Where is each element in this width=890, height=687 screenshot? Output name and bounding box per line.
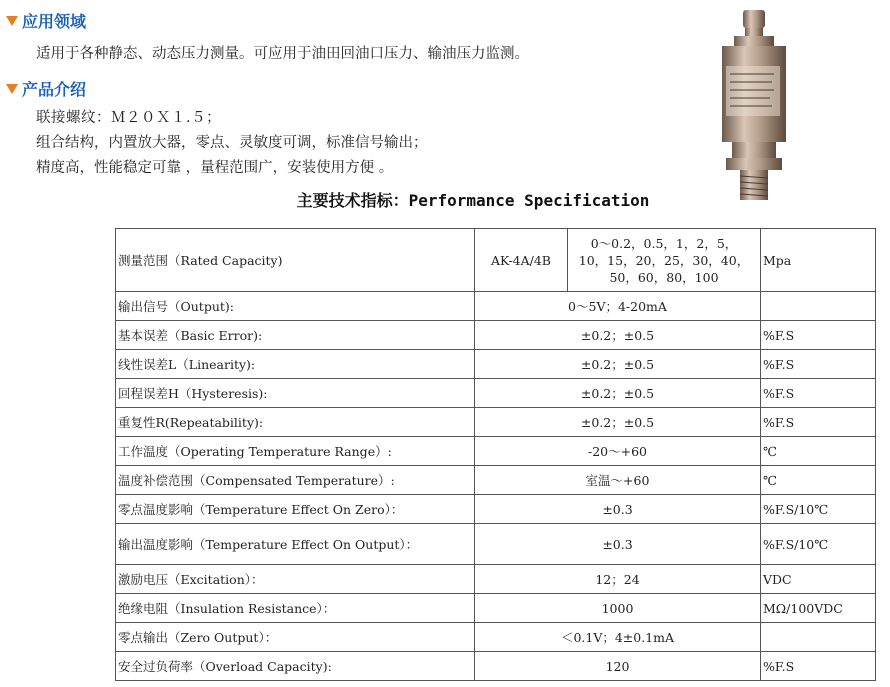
spec-unit: %F.S/10℃: [761, 495, 876, 524]
spec-name: 输出温度影响（Temperature Effect On Output）：: [116, 524, 475, 565]
spec-value: ±0.2；±0.5: [475, 408, 761, 437]
spec-name: 激励电压（Excitation）：: [116, 565, 475, 594]
triangle-down-icon: [6, 84, 18, 94]
spec-value: ±0.2；±0.5: [475, 379, 761, 408]
spec-unit: [761, 623, 876, 652]
spec-table: [115, 228, 876, 681]
table-row: [116, 495, 876, 524]
spec-value: 120: [475, 652, 761, 681]
range-line: 0～0.2，0.5，1，2，5，: [590, 235, 738, 251]
triangle-down-icon: [6, 16, 18, 26]
range-line: 50，60，80，100: [609, 269, 719, 285]
spec-name: 线性误差L（Linearity):: [116, 350, 475, 379]
intro-thread-line: 联接螺纹：Ｍ２０Ｘ１.５；: [36, 110, 222, 126]
table-row: [116, 350, 876, 379]
intro-structure-line: 组合结构，内置放大器，零点、灵敏度可调，标准信号输出；: [36, 135, 428, 151]
spec-range: [568, 229, 761, 292]
spec-name: 重复性R(Repeatability):: [116, 408, 475, 437]
spec-unit: VDC: [761, 565, 876, 594]
spec-name: 绝缘电阻（Insulation Resistance）：: [116, 594, 475, 623]
spec-unit: %F.S: [761, 350, 876, 379]
spec-name: 温度补偿范围（Compensated Temperature）:: [116, 466, 475, 495]
application-heading-text: 应用领域: [22, 12, 87, 31]
spec-value: ±0.2；±0.5: [475, 350, 761, 379]
spec-value: ±0.3: [475, 495, 761, 524]
range-line: 10，15，20，25，30，40，: [578, 252, 750, 268]
table-row: [116, 623, 876, 652]
spec-name: 基本误差（Basic Error):: [116, 321, 475, 350]
spec-unit: %F.S: [761, 379, 876, 408]
spec-value: 12；24: [475, 565, 761, 594]
table-row: [116, 321, 876, 350]
application-heading: [6, 9, 86, 32]
spec-title: 主要技术指标：Performance Specification: [296, 191, 650, 210]
spec-unit: %F.S: [761, 652, 876, 681]
spec-value: 0～5V；4-20mA: [475, 292, 761, 321]
spec-unit: ℃: [761, 437, 876, 466]
spec-value: 室温～+60: [475, 466, 761, 495]
table-row: [116, 565, 876, 594]
spec-unit: ℃: [761, 466, 876, 495]
table-row: [116, 652, 876, 681]
spec-name: 工作温度（Operating Temperature Range）:: [116, 437, 475, 466]
intro-accuracy-line: 精度高，性能稳定可靠 ，量程范围广，安装使用方便 。: [36, 160, 394, 176]
spec-unit: [761, 292, 876, 321]
spec-value: ±0.3: [475, 524, 761, 565]
table-row: [116, 594, 876, 623]
pressure-transmitter-image: [712, 6, 792, 206]
spec-name: 测量范围（Rated Capacity): [116, 229, 475, 292]
spec-unit: Mpa: [761, 229, 876, 292]
spec-name: 安全过负荷率（Overload Capacity):: [116, 652, 475, 681]
table-row: [116, 379, 876, 408]
spec-value: -20～+60: [475, 437, 761, 466]
spec-unit: MΩ/100VDC: [761, 594, 876, 623]
table-row: [116, 524, 876, 565]
spec-unit: %F.S: [761, 321, 876, 350]
table-row: [116, 292, 876, 321]
spec-value: ＜0.1V；4±0.1mA: [475, 623, 761, 652]
spec-name: 回程误差H（Hysteresis):: [116, 379, 475, 408]
table-row: [116, 466, 876, 495]
application-description: 适用于各种静态、动态压力测量。可应用于油田回油口压力、输油压力监测。: [36, 46, 529, 62]
table-row: [116, 229, 876, 292]
table-row: [116, 408, 876, 437]
spec-name: 零点温度影响（Temperature Effect On Zero）：: [116, 495, 475, 524]
introduction-heading: [6, 77, 86, 100]
spec-unit: %F.S: [761, 408, 876, 437]
table-row: [116, 437, 876, 466]
introduction-heading-text: 产品介绍: [22, 80, 87, 99]
spec-model: AK-4A/4B: [475, 229, 568, 292]
spec-name: 输出信号（Output):: [116, 292, 475, 321]
spec-value: 1000: [475, 594, 761, 623]
spec-name: 零点输出（Zero Output）：: [116, 623, 475, 652]
spec-value: ±0.2；±0.5: [475, 321, 761, 350]
spec-unit: %F.S/10℃: [761, 524, 876, 565]
